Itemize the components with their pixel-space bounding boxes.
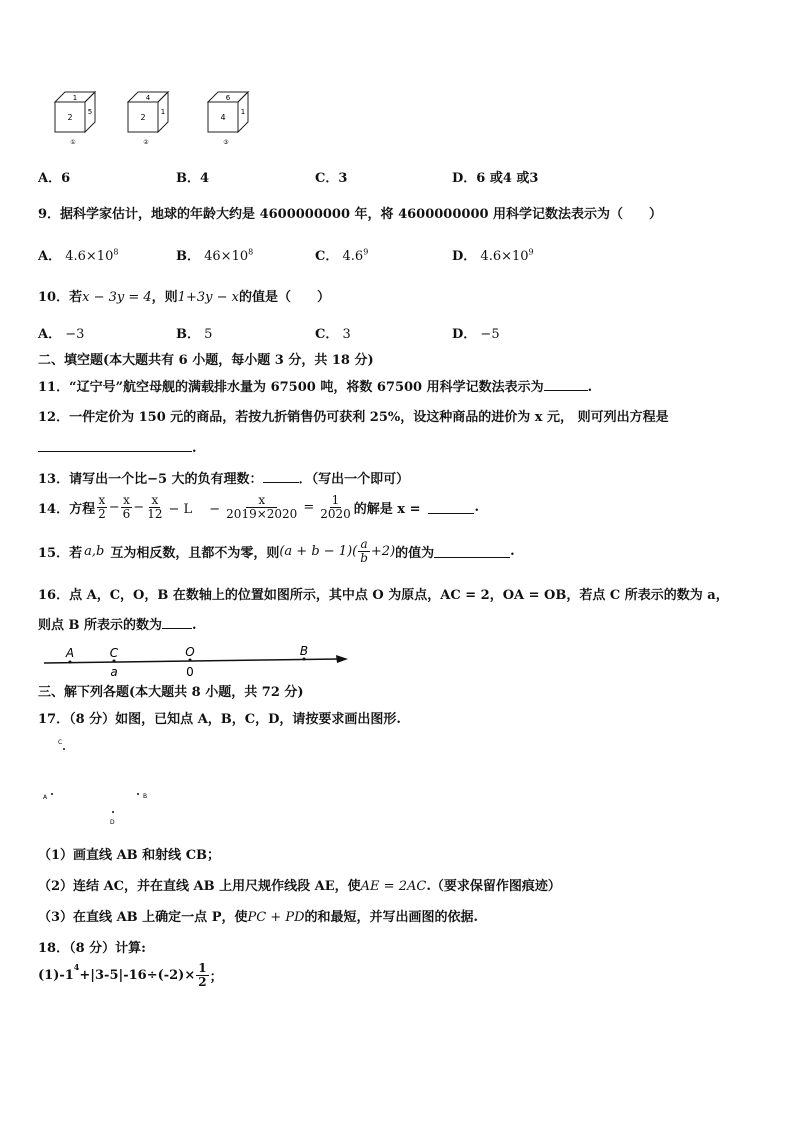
q17-point-a-label: A (43, 794, 48, 801)
point-c-value: a (110, 665, 118, 679)
q13-answer-blank[interactable] (263, 470, 299, 483)
q18-question: 18．（8 分）计算: (38, 941, 146, 956)
q18-fraction: $\frac{1}{2}$ (198, 961, 207, 989)
q15-fraction: $\frac{a}{b}$ (360, 537, 368, 565)
q9-text: 据科学家估计，地球的年龄大约是 4600000000 年，将 4600000000 用科学记数法表示为（ ） (60, 207, 663, 222)
q14-fraction-2: $\frac{x}{6}$ (122, 493, 131, 521)
q17-point-b-label: B (143, 793, 148, 800)
cube-3-caption: ③ (223, 139, 229, 146)
q16-question: 16．点 A，C，O，B 在数轴上的位置如图所示，其中点 O 为原点，AC = 2，OA = OB，若点 C 所表示的数为 a， (38, 588, 729, 603)
number-line-arrow (336, 655, 348, 663)
q17-figure (40, 736, 170, 828)
q15-answer-blank[interactable] (434, 545, 510, 558)
q9-option-c: C． $4.6^9$ (315, 247, 369, 264)
q9-question (38, 203, 662, 222)
cube-2-top: 4 (145, 94, 151, 102)
cube-3 (208, 92, 248, 146)
cube-drawings (50, 88, 310, 148)
q17-sub2: （2）连结 AC，并在直线 AB 上用尺规作线段 AE，使AE = 2AC.（要求保留作图痕迹） (38, 879, 561, 894)
q16-answer-blank[interactable] (162, 616, 192, 629)
q10-option-c: C． 3 (315, 327, 351, 342)
q8-option-d: D．6 或4 或3 (452, 171, 539, 186)
q8-option-c: C．3 (315, 171, 348, 186)
cube-2 (128, 92, 168, 146)
q17-sub3: （3）在直线 AB 上确定一点 P，使PC + PD的和最短，并写出画图的依据. (38, 910, 479, 925)
cube-2-caption: ② (143, 139, 149, 146)
q16-question-line2: 则点 B 所表示的数为 . (38, 618, 197, 633)
q17-sub1: （1）画直线 AB 和射线 CB； (38, 848, 221, 863)
q10-question: 10．若x − 3y = 4，则1+3y − x的值是（ ） (38, 290, 330, 305)
cube-1-front: 2 (67, 113, 73, 122)
cube-2-right: 1 (160, 108, 166, 116)
cube-1 (55, 92, 95, 146)
q14-question: 14． 方程 $\frac{x}{2}$ − $\frac{x}{6}$ − $\frac{x}{12}$ − L − $\frac{x}{2019\times 2020}$ = $\frac{1}{2020}$ 的解是 x = . (38, 493, 479, 521)
q14-fraction-3: $\frac{x}{12}$ (147, 493, 163, 521)
q17-points-svg (40, 736, 170, 828)
cube-3-right: 1 (240, 108, 246, 116)
q8-option-b: B．4 (176, 171, 210, 186)
cube-3-top: 6 (225, 94, 231, 102)
q11-answer-blank[interactable] (544, 378, 588, 391)
q9-label: 9． (38, 207, 61, 222)
origin-value: 0 (186, 665, 194, 679)
section-3-heading: 三、解下列各题(本大题共 8 小题，共 72 分) (38, 685, 304, 700)
point-c-label: C (109, 646, 119, 660)
q12-question: 12．一件定价为 150 元的商品，若按九折销售仍可获利 25%，设这种商品的进价为 x 元， 则可列出方程是 (38, 410, 669, 425)
q14-fraction-1: $\frac{x}{2}$ (98, 493, 106, 521)
q9-option-b: B． $46\times 10^8$ (176, 247, 254, 264)
q17-point-c-label: C (58, 739, 63, 746)
q13-question: 13．请写出一个比−5 大的负有理数： ．（写出一个即可） (38, 472, 410, 487)
q18-sub1: (1)-1 $^4$ +|3-5|-16÷(-2)× $\frac{1}{2}$ ； (38, 961, 223, 989)
number-line-svg (40, 645, 360, 683)
point-o-label: O (185, 645, 195, 659)
q10-option-b: B． 5 (176, 327, 213, 342)
point-b-label: B (299, 645, 309, 658)
q15-question: 15． 若 a,b 互为相反数，且都不为零，则 (a + b − 1)( $\frac{a}{b}$ +2) 的值为 . (38, 537, 515, 565)
q8-option-a: A．6 (38, 171, 71, 186)
q14-fraction-4: $\frac{x}{2019\times 2020}$ (226, 493, 298, 521)
q17-question: 17．（8 分）如图，已知点 A，B，C，D，请按要求画出图形. (38, 712, 401, 727)
section-2-heading: 二、填空题(本大题共有 6 小题，每小题 3 分，共 18 分) (38, 353, 374, 368)
cube-1-top: 1 (72, 94, 78, 102)
q9-option-d: D． $4.6\times 10^9$ (452, 247, 534, 264)
cube-1-right: 5 (87, 108, 93, 116)
cube-2-front: 2 (140, 113, 146, 122)
q14-answer-blank[interactable] (428, 501, 474, 514)
q12-answer-blank[interactable] (38, 439, 192, 452)
q12-answer-line: . (38, 439, 197, 456)
q10-option-d: D． −5 (452, 327, 500, 342)
q10-option-a: A． −3 (38, 327, 85, 342)
point-a-label: A (65, 646, 75, 660)
q11-question: 11．“辽宁号”航空母舰的满载排水量为 67500 吨，将数 67500 用科学记数法表示为 . (38, 380, 593, 395)
cube-3-front: 4 (220, 113, 226, 122)
q14-fraction-5: $\frac{1}{2020}$ (320, 493, 351, 521)
q9-option-a: A． $4.6\times 10^8$ (38, 247, 119, 264)
number-line (40, 645, 360, 683)
q17-point-d-label: D (110, 819, 115, 826)
cube-1-caption: ① (70, 139, 76, 146)
cube-figures (50, 88, 310, 148)
